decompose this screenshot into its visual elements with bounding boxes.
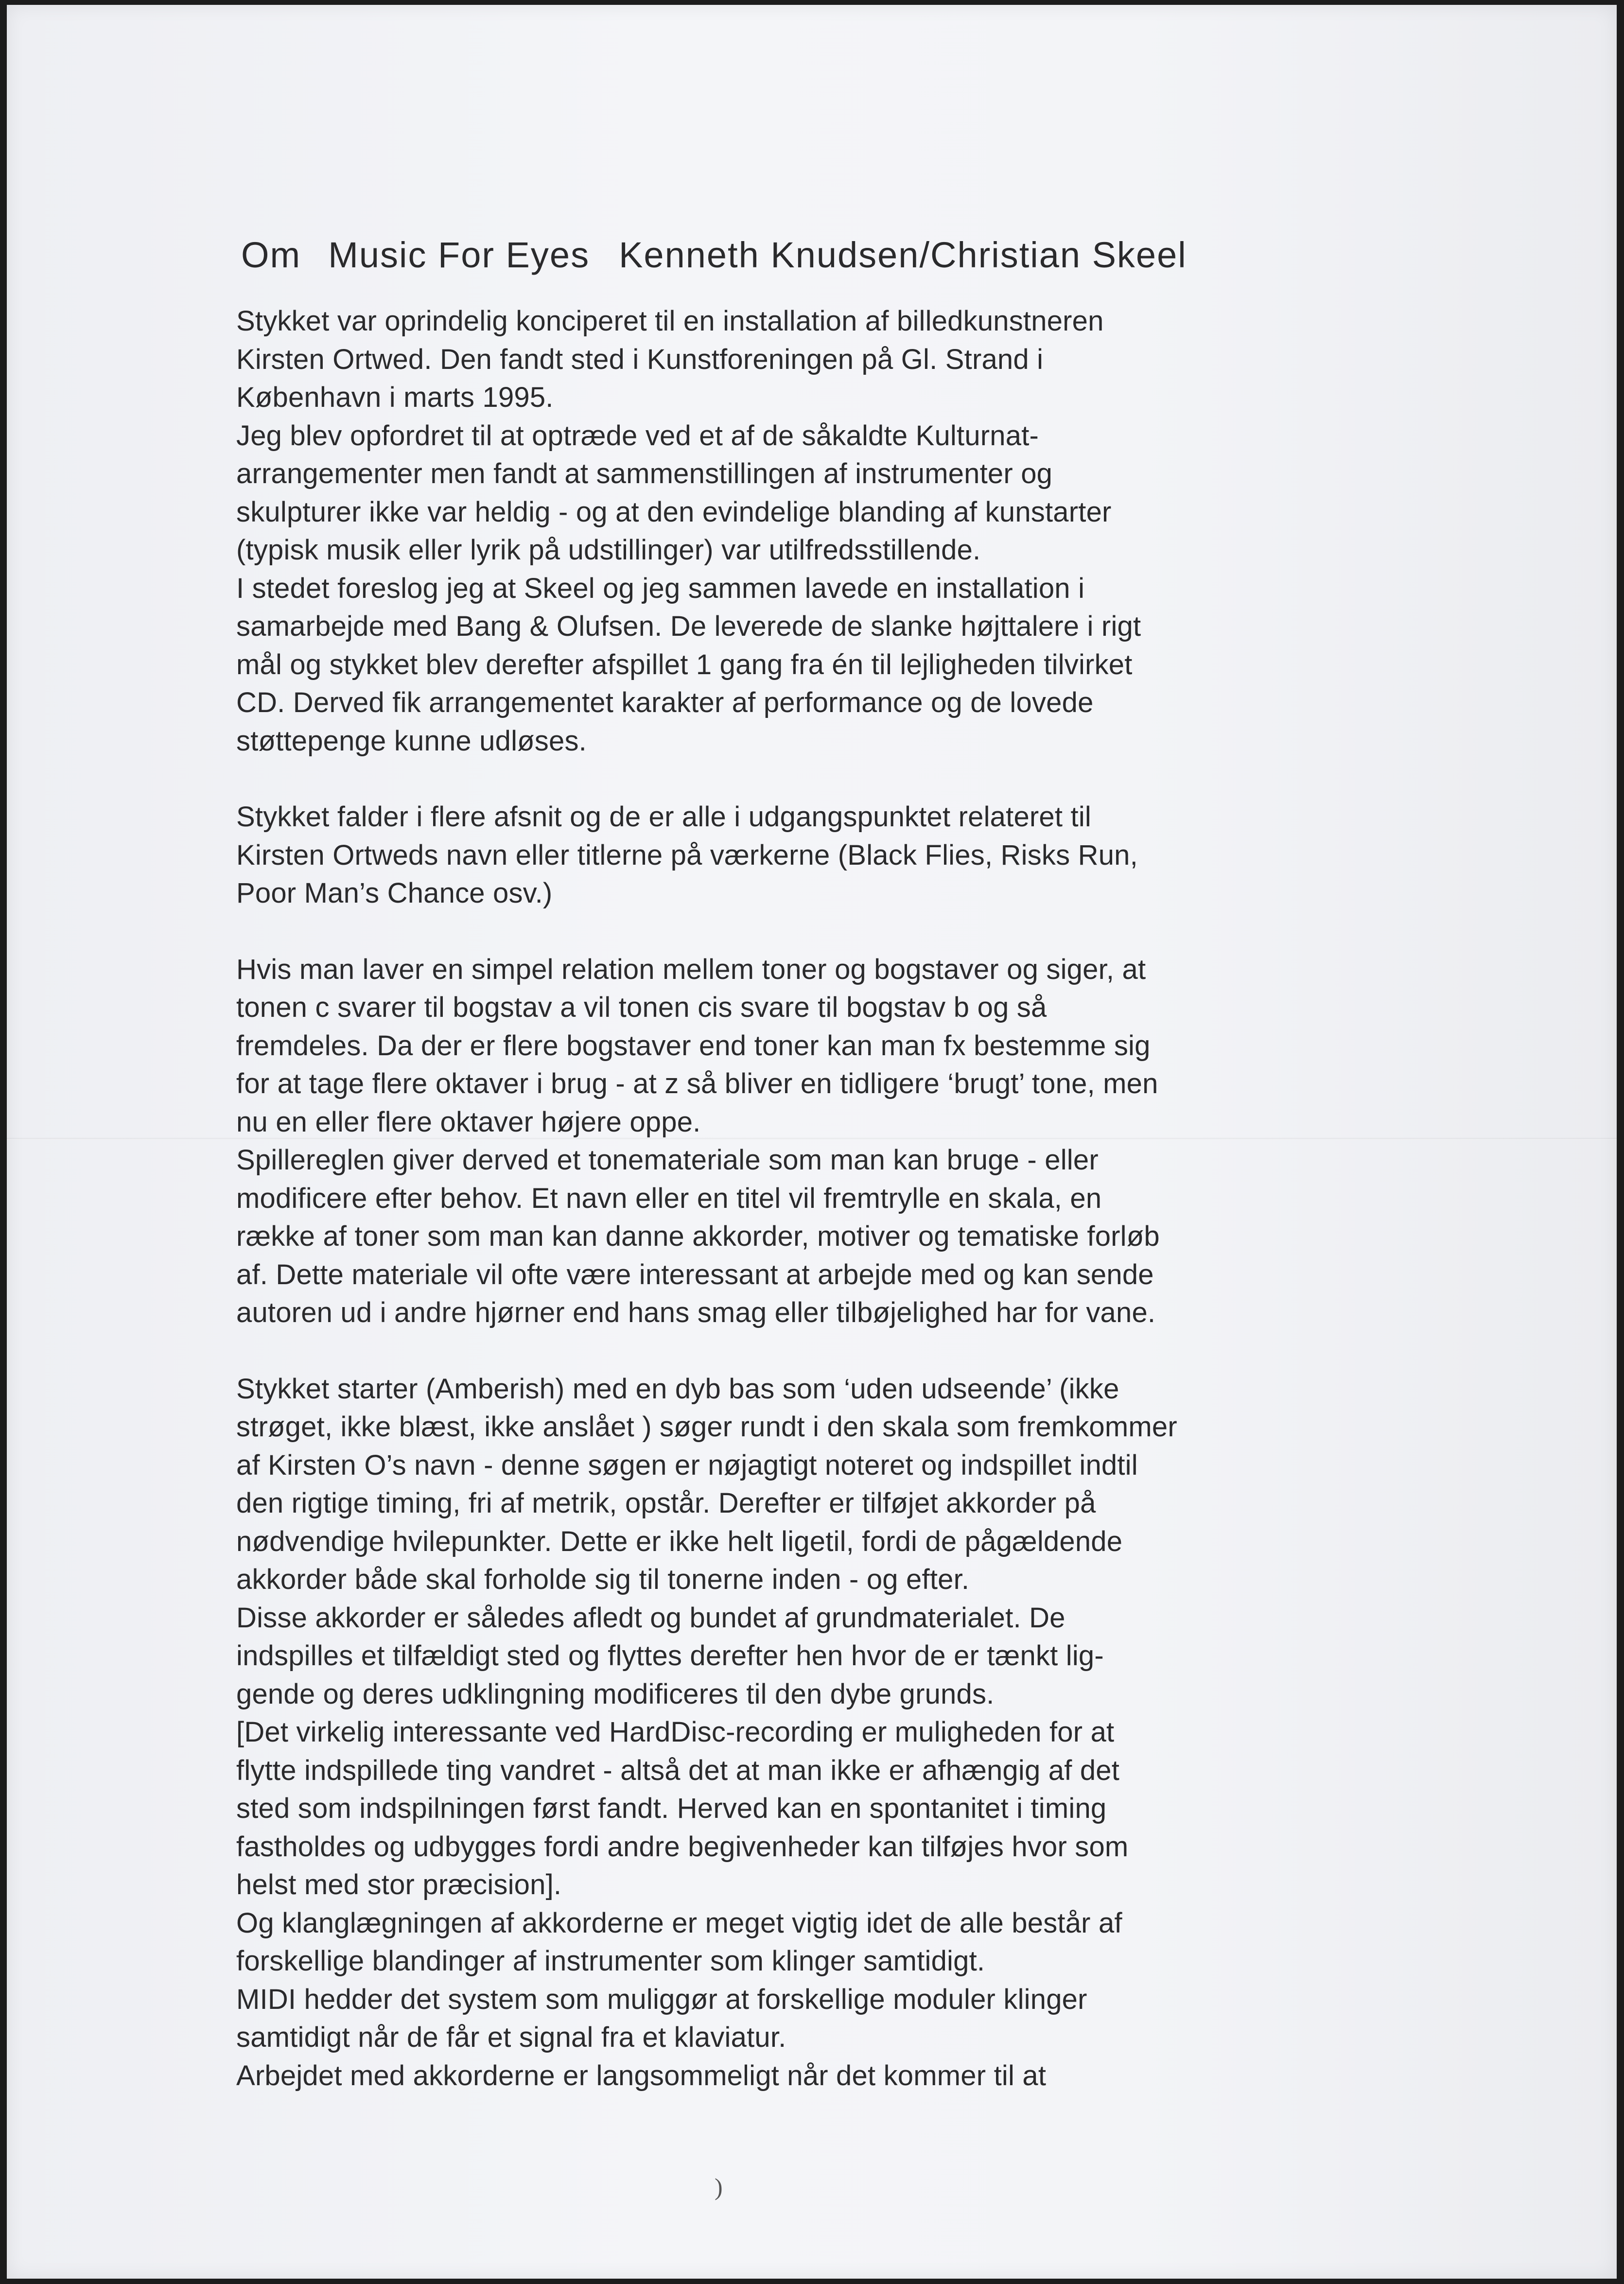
paragraph-intro: Stykket var oprindelig konciperet til en installation af billedkunstneren Kirsten Ortwed. Den fandt sted i Kunstforeningen på Gl. Strand i København i marts 1995. Jeg blev opfordret til at optræde ved et af de såkaldte Kulturnat- arrangementer men fandt at sammenstillingen af instrumenter og skulpturer ikke var heldig - og at den evindelige blanding af kunstarter (typisk musik eller lyrik på udstillinger) var utilfredsstillende. I stedet foreslog jeg at Skeel og jeg sammen lavede en installation i samarbejde med Bang & Olufsen. De leverede de slanke højttalere i rigt mål og stykket blev derefter afspillet 1 gang fra én til lejligheden tilvirket CD. Derved fik arrangementet karakter af performance og de lovede støttepenge kunne udløses. [236,305,1141,757]
title-prefix: Om [241,235,301,275]
stray-pen-mark: ) [715,2173,723,2200]
paragraph-spacer [236,760,1335,798]
title-work: Music For Eyes [328,235,590,275]
paragraph-spacer [236,913,1335,951]
document-title [241,228,1335,282]
paragraph-tone-relation: Hvis man laver en simpel relation mellem toner og bogstaver og siger, at tonen c svarer til bogstav a vil tonen cis svare til bogstav b og så fremdeles. Da der er flere bogstaver end toner kan man fx bestemme sig for at tage flere oktaver i brug - at z så bliver en tidligere ‘brugt’ tone, men nu en eller flere oktaver højere oppe. Spillereglen giver derved et tonemateriale som man kan bruge - eller modificere efter behov. Et navn eller en titel vil fremtrylle en skala, en række af toner som man kan danne akkorder, motiver og tematiske forløb af. Dette materiale vil ofte være interessant at arbejde med og kan sende autoren ud i andre hjørner end hans smag eller tilbøjelighed har for vane. [236,953,1160,1328]
paragraph-spacer [236,1332,1335,1370]
paragraph-piece-start: Stykket starter (Amberish) med en dyb bas som ‘uden udseende’ (ikke strøget, ikke blæst, ikke anslået ) søger rundt i den skala som fremkommer af Kirsten O’s navn - denne søgen er nøjagtigt noteret og indspillet indtil den rigtige timing, fri af metrik, opstår. Derefter er tilføjet akkorder på nødvendige hvilepunkter. Dette er ikke helt ligetil, fordi de pågældende akkorder både skal forholde sig til tonerne inden - og efter. Disse akkorder er således afledt og bundet af grundmaterialet. De indspilles et tilfældigt sted og flyttes derefter hen hvor de er tænkt lig- gende og deres udklingning modificeres til den dybe grunds. [Det virkelig interessante ved HardDisc-recording er muligheden for at flytte indspillede ting vandret - altså det at man ikke er afhængig af det sted som indspilningen først fandt. Herved kan en spontanitet i timing fastholdes og udbygges fordi andre begivenheder kan tilføjes hvor som helst med stor præcision]. Og klanglægningen af akkorderne er meget vigtig idet de alle består af forskellige blandinger af instrumenter som klinger samtidigt. MIDI hedder det system som muliggør at forskellige moduler klinger samtidigt når de får et signal fra et klaviatur. Arbejdet med akkorderne er langsommeligt når det kommer til at [236,1373,1177,2092]
document-body [236,228,1335,2095]
title-authors: Kenneth Knudsen/Christian Skeel [619,235,1187,275]
paragraph-sections: Stykket falder i flere afsnit og de er alle i udgangspunktet relateret til Kirsten Ortweds navn eller titlerne på værkerne (Black Flies, Risks Run, Poor Man’s Chance osv.) [236,801,1138,909]
